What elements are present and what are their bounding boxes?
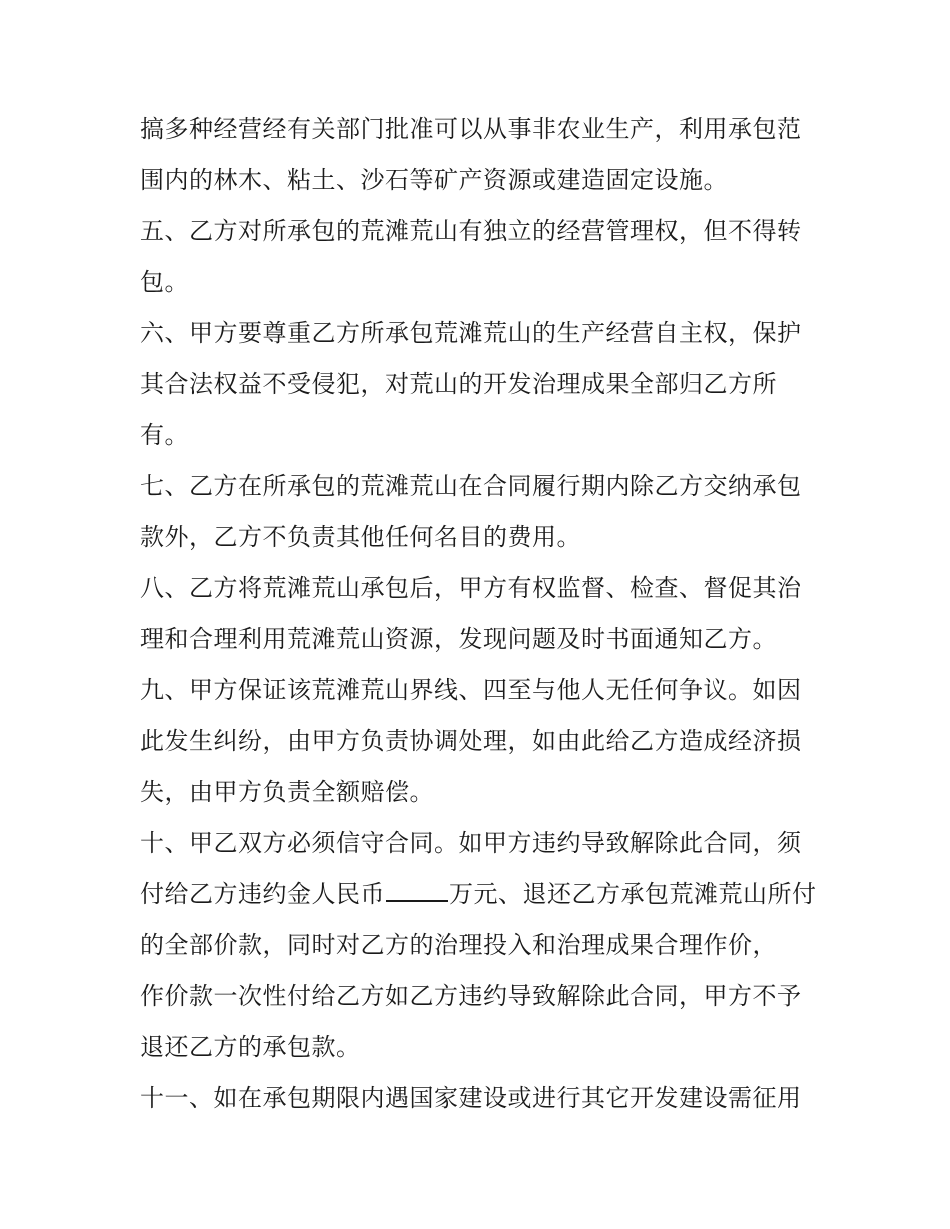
- text-line: 包。: [140, 268, 189, 296]
- text-line: 理和合理利用荒滩荒山资源，发现问题及时书面通知乙方。: [140, 625, 777, 653]
- text-line: 七、乙方在所承包的荒滩荒山在合同履行期内除乙方交纳承包: [140, 472, 802, 500]
- text-line: 有。: [140, 421, 189, 449]
- text-line: 九、甲方保证该荒滩荒山界线、四至与他人无任何争议。如因: [140, 676, 802, 704]
- text-line: 的全部价款，同时对乙方的治理投入和治理成果合理作价，: [140, 931, 777, 959]
- text-line: 款外，乙方不负责其他任何名目的费用。: [140, 523, 581, 551]
- text-line: 失，由甲方负责全额赔偿。: [140, 778, 434, 806]
- penalty-line: [140, 879, 817, 909]
- text-line: 作价款一次性付给乙方如乙方违约导致解除此合同，甲方不予: [140, 982, 802, 1010]
- text-line: 六、甲方要尊重乙方所承包荒滩荒山的生产经营自主权，保护: [140, 319, 802, 347]
- penalty-text-after: 万元、退还乙方承包荒滩荒山所付: [449, 880, 817, 908]
- text-line: 五、乙方对所承包的荒滩荒山有独立的经营管理权，但不得转: [140, 217, 802, 245]
- amount-blank: [386, 882, 448, 902]
- text-line: 其合法权益不受侵犯，对荒山的开发治理成果全部归乙方所: [140, 370, 777, 398]
- text-line: 十一、如在承包期限内遇国家建设或进行其它开发建设需征用: [140, 1084, 802, 1112]
- text-line: 八、乙方将荒滩荒山承包后，甲方有权监督、检查、督促其治: [140, 574, 802, 602]
- text-line: 十、甲乙双方必须信守合同。如甲方违约导致解除此合同，须: [140, 829, 802, 857]
- penalty-text-before: 付给乙方违约金人民币: [140, 880, 385, 908]
- text-line: 退还乙方的承包款。: [140, 1033, 361, 1061]
- text-line: 围内的林木、粘土、沙石等矿产资源或建造固定设施。: [140, 166, 728, 194]
- text-line: 搞多种经营经有关部门批准可以从事非农业生产，利用承包范: [140, 115, 802, 143]
- text-line: 此发生纠纷，由甲方负责协调处理，如由此给乙方造成经济损: [140, 727, 802, 755]
